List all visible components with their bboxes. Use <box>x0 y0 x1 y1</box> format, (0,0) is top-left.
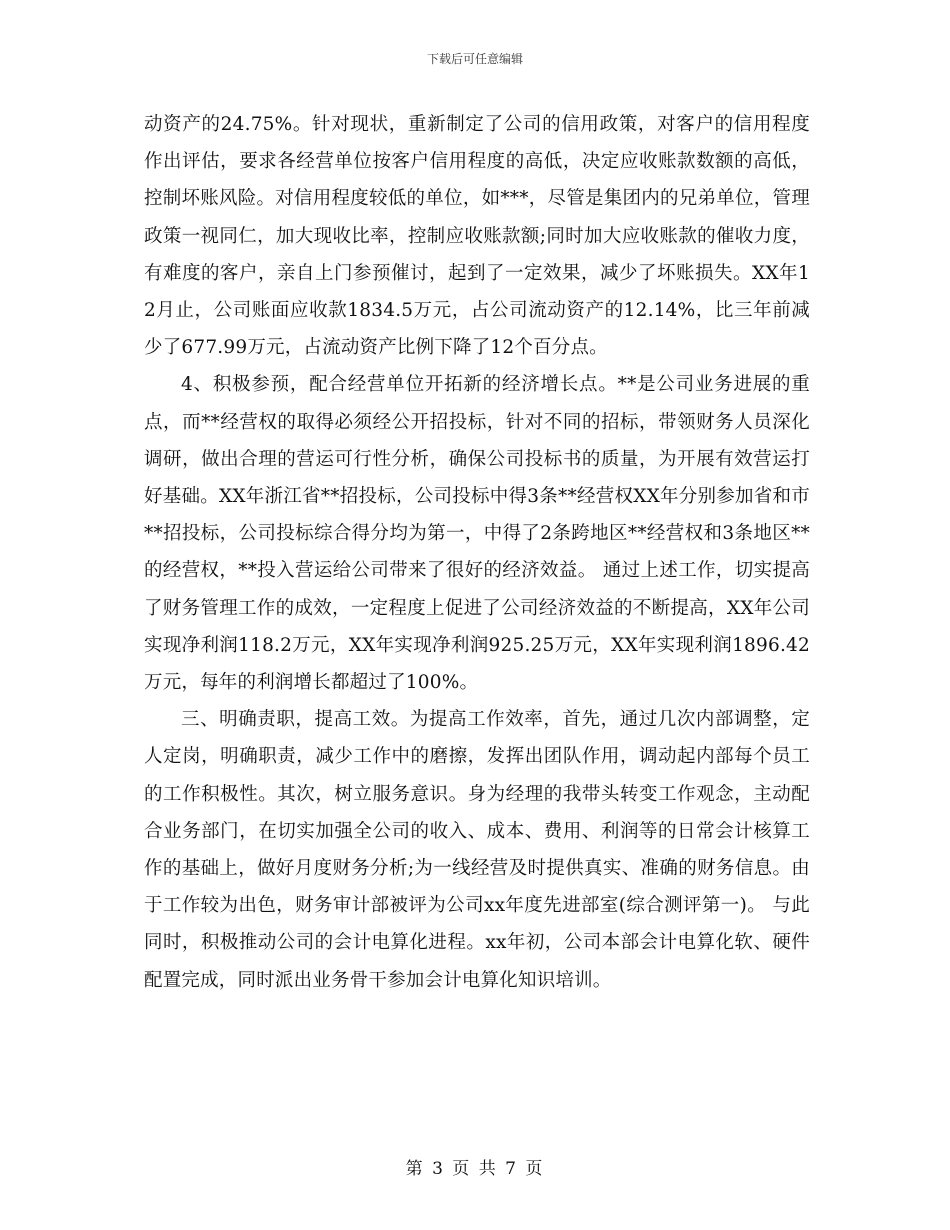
paragraph-receivables: 动资产的24.75%。针对现状，重新制定了公司的信用政策，对客户的信用程度作出评估，要求各经营单位按客户信用程度的高低，决定应收账款数额的高低，控制坏账风险。对信用程度较低的单位，如***，尽管是集团内的兄弟单位，管理政策一视同仁，加大现收比率，控制应收账款额;同时加大应收账款的催收力度，有难度的客户，亲自上门参预催讨，起到了一定效果，减少了坏账损失。XX年12月止，公司账面应收款1834.5万元，占公司流动资产的12.14%，比三年前减少了677.99万元，占流动资产比例下降了12个百分点。 <box>144 114 810 359</box>
paragraph-growth-points: 4、积极参预，配合经营单位开拓新的经济增长点。**是公司业务进展的重点，而**经营权的取得必须经公开招投标，针对不同的招标，带领财务人员深化调研，做出合理的营运可行性分析，确保公司投标书的质量，为开展有效营运打好基础。XX年浙江省**招投标，公司投标中得3条**经营权XX年分别参加省和市**招投标，公司投标综合得分均为第一，中得了2条跨地区**经营权和3条地区**的经营权，**投入营运给公司带来了很好的经济效益。 通过上述工作，切实提高了财务管理工作的成效，一定程度上促进了公司经济效益的不断提高，XX年公司实现净利润118.2万元，XX年实现净利润925.25万元，XX年实现利润1896.42万元，每年的利润增长都超过了100%。 <box>144 374 810 694</box>
document-body <box>144 106 810 999</box>
paragraph-responsibilities: 三、明确责职，提高工效。为提高工作效率，首先，通过几次内部调整，定人定岗，明确职责，减少工作中的磨擦，发挥出团队作用，调动起内部每个员工的工作积极性。其次，树立服务意识。身为经理的我带头转变工作观念，主动配合业务部门，在切实加强全公司的收入、成本、费用、利润等的日常会计核算工作的基础上，做好月度财务分析;为一线经营及时提供真实、准确的财务信息。由于工作较为出色，财务审计部被评为公司xx年度先进部室(综合测评第一)。 与此同时，积极推动公司的会计电算化进程。xx年初，公司本部会计电算化软、硬件配置完成，同时派出业务骨干参加会计电算化知识培训。 <box>144 709 810 991</box>
page-number: 第 3 页 共 7 页 <box>405 1159 545 1179</box>
page-header: 下载后可任意编辑 <box>426 52 523 66</box>
